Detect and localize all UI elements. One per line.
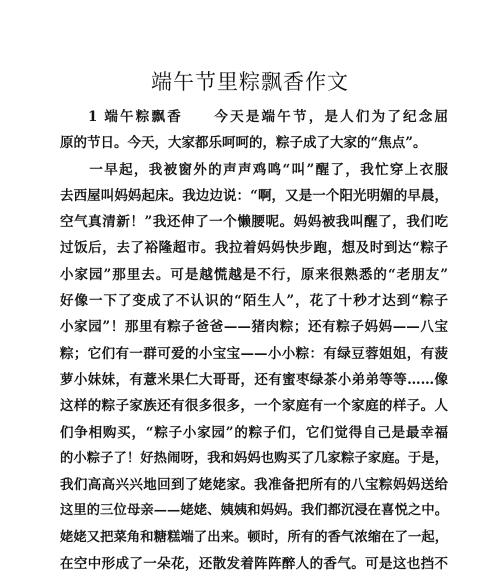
document-body bbox=[60, 104, 448, 577]
text-line-content: 原的节日。今天，大家都乐呵呵的，粽子成了大家的“焦点”。 bbox=[60, 135, 427, 152]
text-line-content: 的小粽子了！好热闹呀，我和妈妈也购买了几家粽子家庭。于是， bbox=[60, 450, 448, 466]
text-line-content: 去西屋叫妈妈起床。我边边说：“啊，又是一个阳光明媚的早晨， bbox=[60, 187, 448, 204]
text-line bbox=[60, 551, 448, 577]
text-line bbox=[60, 367, 448, 393]
text-line bbox=[60, 235, 448, 261]
text-line-content: 们争相购买，“粽子小家园”的粽子们，它们觉得自己是最幸福 bbox=[60, 424, 448, 441]
text-line-content: 过饭后，去了裕隆超市。我拉着妈妈快步跑，想及时到达“粽子 bbox=[60, 240, 448, 257]
text-line-content: 小家园”！那里有粽子爸爸——猪肉粽；还有粽子妈妈——八宝 bbox=[60, 319, 448, 336]
text-line-content: 1 端午粽飘香 今天是端午节，是人们为了纪念屈 bbox=[88, 109, 448, 125]
text-line bbox=[60, 498, 448, 524]
text-line bbox=[60, 157, 448, 183]
text-line bbox=[60, 130, 448, 156]
text-line bbox=[60, 314, 448, 340]
text-line bbox=[60, 472, 448, 498]
text-line-content: 粽；它们有一群可爱的小宝宝——小小粽：有绿豆蓉姐姐，有菠 bbox=[60, 345, 448, 362]
text-line-content: 萝小妹妹，有薏米果仁大哥哥，还有蜜枣绿茶小弟弟等等……像 bbox=[60, 371, 448, 388]
text-line bbox=[60, 525, 448, 551]
text-line bbox=[60, 341, 448, 367]
text-line bbox=[60, 420, 448, 446]
text-line-content: 在空中形成了一朵花，还散发着阵阵醉人的香气。可是这也挡不 bbox=[60, 556, 448, 573]
text-line-content: 这里的三位母亲——姥姥、姨姨和妈妈。我们都沉浸在喜悦之中。 bbox=[60, 503, 448, 519]
text-line-content: 我们高高兴兴地回到了姥姥家。我准备把所有的八宝粽妈妈送给 bbox=[60, 477, 448, 494]
text-line-content: 姥姥又把菜角和糖糕端了出来。顿时，所有的香气浓缩在了一起， bbox=[60, 529, 448, 545]
text-line bbox=[60, 288, 448, 314]
page-title: 端午节里粽飘香作文 bbox=[151, 70, 349, 94]
text-line bbox=[60, 104, 448, 130]
text-line bbox=[60, 262, 448, 288]
text-line bbox=[60, 209, 448, 235]
text-line bbox=[60, 183, 448, 209]
text-line bbox=[60, 446, 448, 472]
text-line-content: 这样的粽子家族还有很多很多，一个家庭有一个家庭的样子。人 bbox=[60, 398, 448, 415]
text-line-content: 一早起，我被窗外的声声鸡鸣“叫”醒了，我忙穿上衣服 bbox=[88, 161, 448, 178]
text-line-content: 空气真清新！”我还伸了一个懒腰呢。妈妈被我叫醒了，我们吃 bbox=[60, 214, 448, 231]
text-line-content: 好像一下了变成了不认识的“陌生人”，花了十秒才达到“粽子 bbox=[60, 293, 448, 310]
text-line-content: 小家园”那里去。可是越慌越是不行，原来很熟悉的“老朋友” bbox=[60, 266, 448, 283]
text-line bbox=[60, 393, 448, 419]
